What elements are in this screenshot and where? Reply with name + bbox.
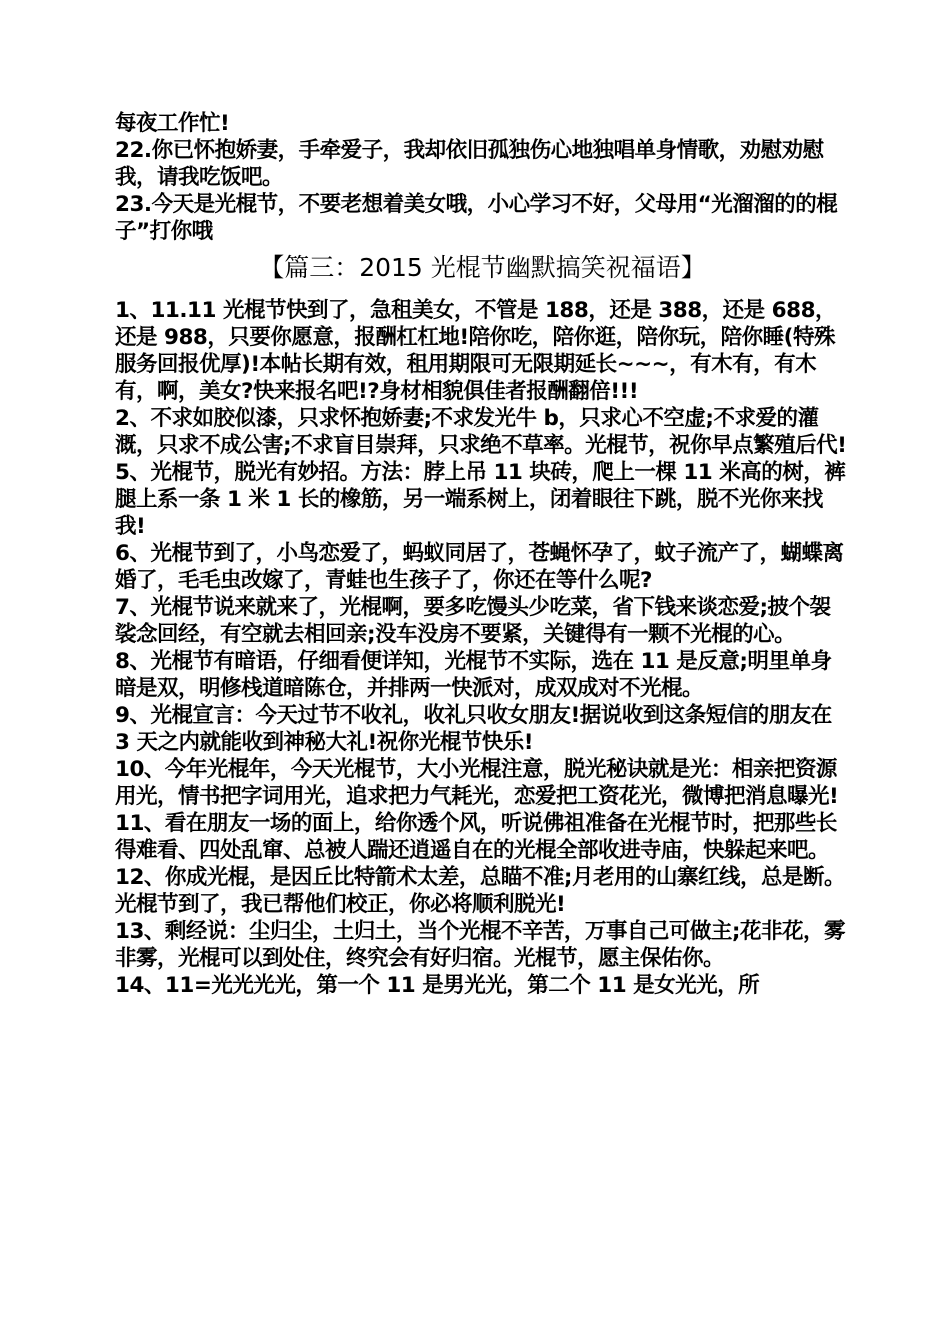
paragraph-item-14: 14、11=光光光光，第一个 11 是男光光，第二个 11 是女光光，所 [115,973,760,998]
paragraph-item-11: 11、看在朋友一场的面上，给你透个风，听说佛祖准备在光棍节时，把那些长得难看、四处乱窜、总被人踹还逍遥自在的光棍全部收进寺庙，快躲起来吧。 [115,811,837,863]
document-page [115,110,850,999]
paragraph-item-10: 10、今年光棍年，今天光棍节，大小光棍注意，脱光秘诀就是光：相亲把资源用光，情书把字词用光，追求把力气耗光，恋爱把工资花光，微博把消息曝光! [115,757,839,809]
paragraph-item-22: 22.你已怀抱娇妻，手牵爱子，我却依旧孤独伤心地独唱单身情歌，劝慰劝慰我，请我吃饭吧。 [115,138,824,190]
paragraph-item-13: 13、剩经说：尘归尘，土归土，当个光棍不辛苦，万事自己可做主;花非花，雾非雾，光棍可以到处住，终究会有好归宿。光棍节，愿主保佑你。 [115,919,846,971]
paragraph-item-7: 7、光棍节说来就来了，光棍啊，要多吃馒头少吃菜，省下钱来谈恋爱;披个袈裟念回经，有空就去相回亲;没车没房不要紧，关键得有一颗不光棍的心。 [115,595,831,647]
paragraph-item-23: 23.今天是光棍节，不要老想着美女哦，小心学习不好，父母用“光溜溜的的棍子”打你哦 [115,192,838,244]
paragraph-item-9: 9、光棍宣言：今天过节不收礼，收礼只收女朋友!据说收到这条短信的朋友在 3 天之内就能收到神秘大礼!祝你光棍节快乐! [115,703,832,755]
paragraph-item-5: 5、光棍节，脱光有妙招。方法：脖上吊 11 块砖，爬上一棵 11 米高的树，裤腿上系一条 1 米 1 长的橡筋，另一端系树上，闭着眼往下跳，脱不光你来找我! [115,460,846,539]
paragraph-item-2: 2、不求如胶似漆，只求怀抱娇妻;不求发光牛 b，只求心不空虚;不求爱的灌溉，只求不成公害;不求盲目崇拜，只求绝不草率。光棍节，祝你早点繁殖后代! [115,406,847,458]
paragraph-item-1: 1、11.11 光棍节快到了，急租美女，不管是 188，还是 388，还是 688，还是 988，只要你愿意，报酬杠杠地!陪你吃，陪你逛，陪你玩，陪你睡(特殊服务回报优厚)!本帖长期有效，租用期限可无限期延长~~~，有木有，有木有，啊，美女?快来报名吧!?身材相貌俱佳者报酬翻倍!!! [115,298,837,404]
section-heading: 【篇三：2015 光棍节幽默搞笑祝福语】 [259,253,706,282]
paragraph-item-8: 8、光棍节有暗语，仔细看便详知，光棍节不实际，选在 11 是反意;明里单身暗是双，明修栈道暗陈仓，并排两一快派对，成双成对不光棍。 [115,649,832,701]
paragraph-continuation: 每夜工作忙! [115,111,230,136]
paragraph-item-6: 6、光棍节到了，小鸟恋爱了，蚂蚁同居了，苍蝇怀孕了，蚊子流产了，蝴蝶离婚了，毛毛虫改嫁了，青蛙也生孩子了，你还在等什么呢? [115,541,844,593]
paragraph-item-12: 12、你成光棍，是因丘比特箭术太差，总瞄不准;月老用的山寨红线，总是断。光棍节到了，我已帮他们校正，你必将顺利脱光! [115,865,846,917]
